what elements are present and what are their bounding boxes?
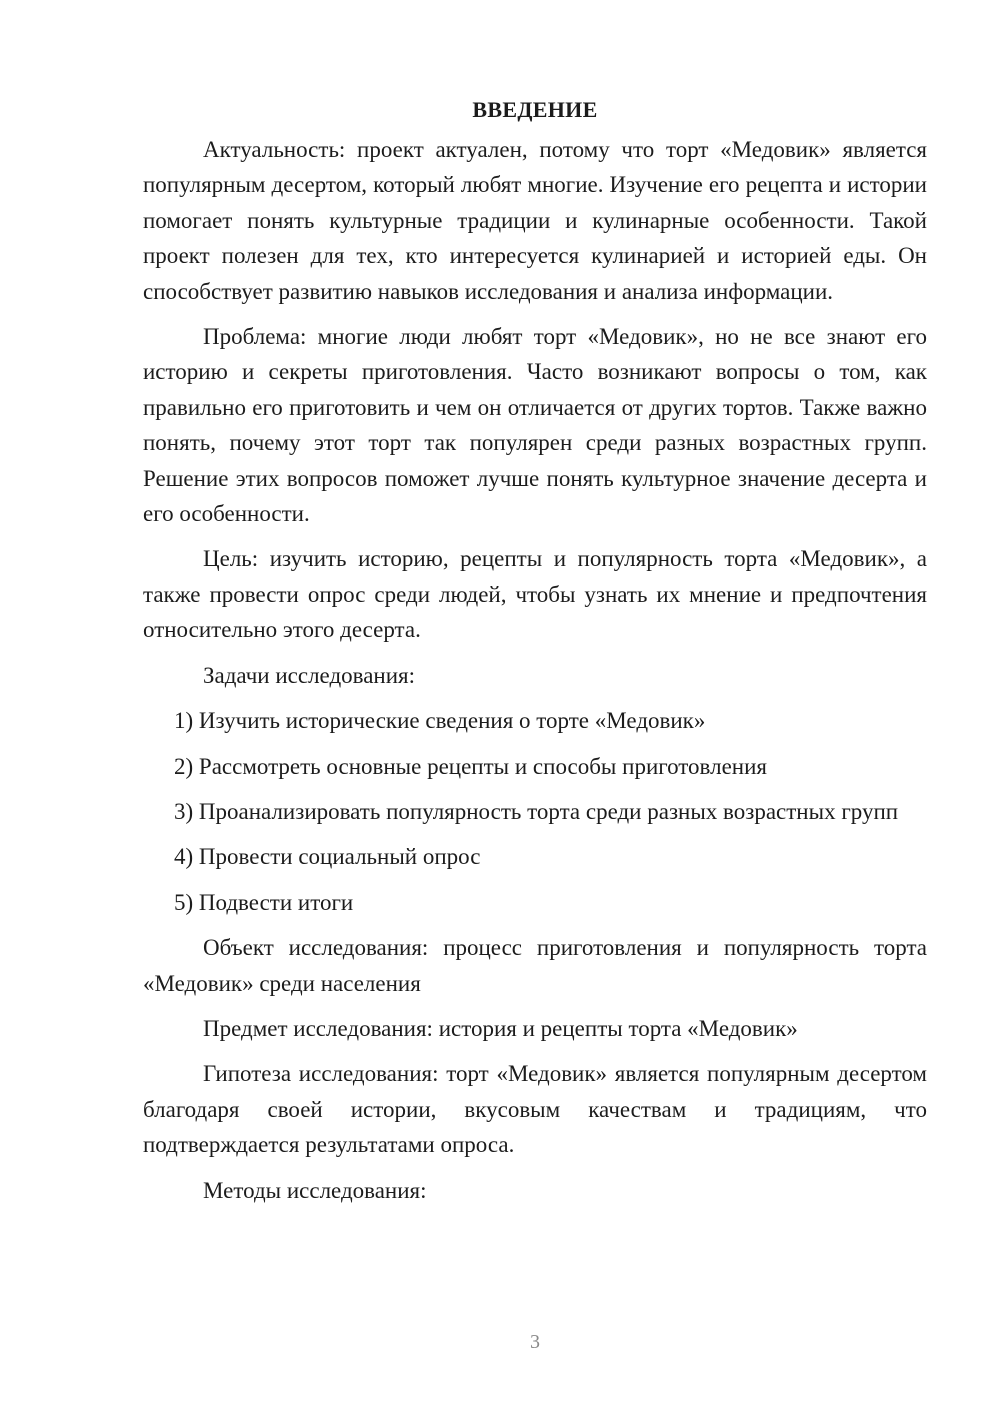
hypothesis-paragraph: Гипотеза исследования: торт «Медовик» является популярным десертом благодаря своей истории, вкусовым качествам и традициям, что подтверждается результатами опроса. — [143, 1061, 927, 1158]
task-item-2: 2) Рассмотреть основные рецепты и способы приготовления — [174, 753, 767, 779]
document-page — [143, 92, 927, 1218]
subject-paragraph: Предмет исследования: история и рецепты торта «Медовик» — [203, 1015, 798, 1041]
tasks-heading: Задачи исследования: — [203, 662, 416, 688]
object-paragraph: Объект исследования: процесс приготовления и популярность торта «Медовик» среди населения — [143, 935, 927, 996]
problem-paragraph: Проблема: многие люди любят торт «Медовик», но не все знают его историю и секреты приготовления. Часто возникают вопросы о том, как правильно его приготовить и чем он отличается от других тортов. Также важно понять, почему этот торт так популярен среди разных возрастных групп. Решение этих вопросов поможет лучше понять культурное значение десерта и его особенности. — [143, 324, 927, 527]
relevance-paragraph: Актуальность: проект актуален, потому что торт «Медовик» является популярным десертом, который любят многие. Изучение его рецепта и истории помогает понять культурные традиции и кулинарные особенности. Такой проект полезен для тех, кто интересуется кулинарией и историей еды. Он способствует развитию навыков исследования и анализа информации. — [143, 137, 927, 304]
task-item-3: 3) Проанализировать популярность торта среди разных возрастных групп — [174, 798, 899, 824]
page-title: ВВЕДЕНИЕ — [472, 97, 598, 122]
task-item-1: 1) Изучить исторические сведения о торте «Медовик» — [174, 708, 706, 734]
task-item-5: 5) Подвести итоги — [174, 889, 354, 915]
goal-paragraph: Цель: изучить историю, рецепты и популярность торта «Медовик», а также провести опрос среди людей, чтобы узнать их мнение и предпочтения относительно этого десерта. — [143, 546, 927, 643]
methods-heading: Методы исследования: — [203, 1177, 427, 1203]
task-item-4: 4) Провести социальный опрос — [174, 844, 481, 870]
page-number: 3 — [530, 1331, 540, 1353]
